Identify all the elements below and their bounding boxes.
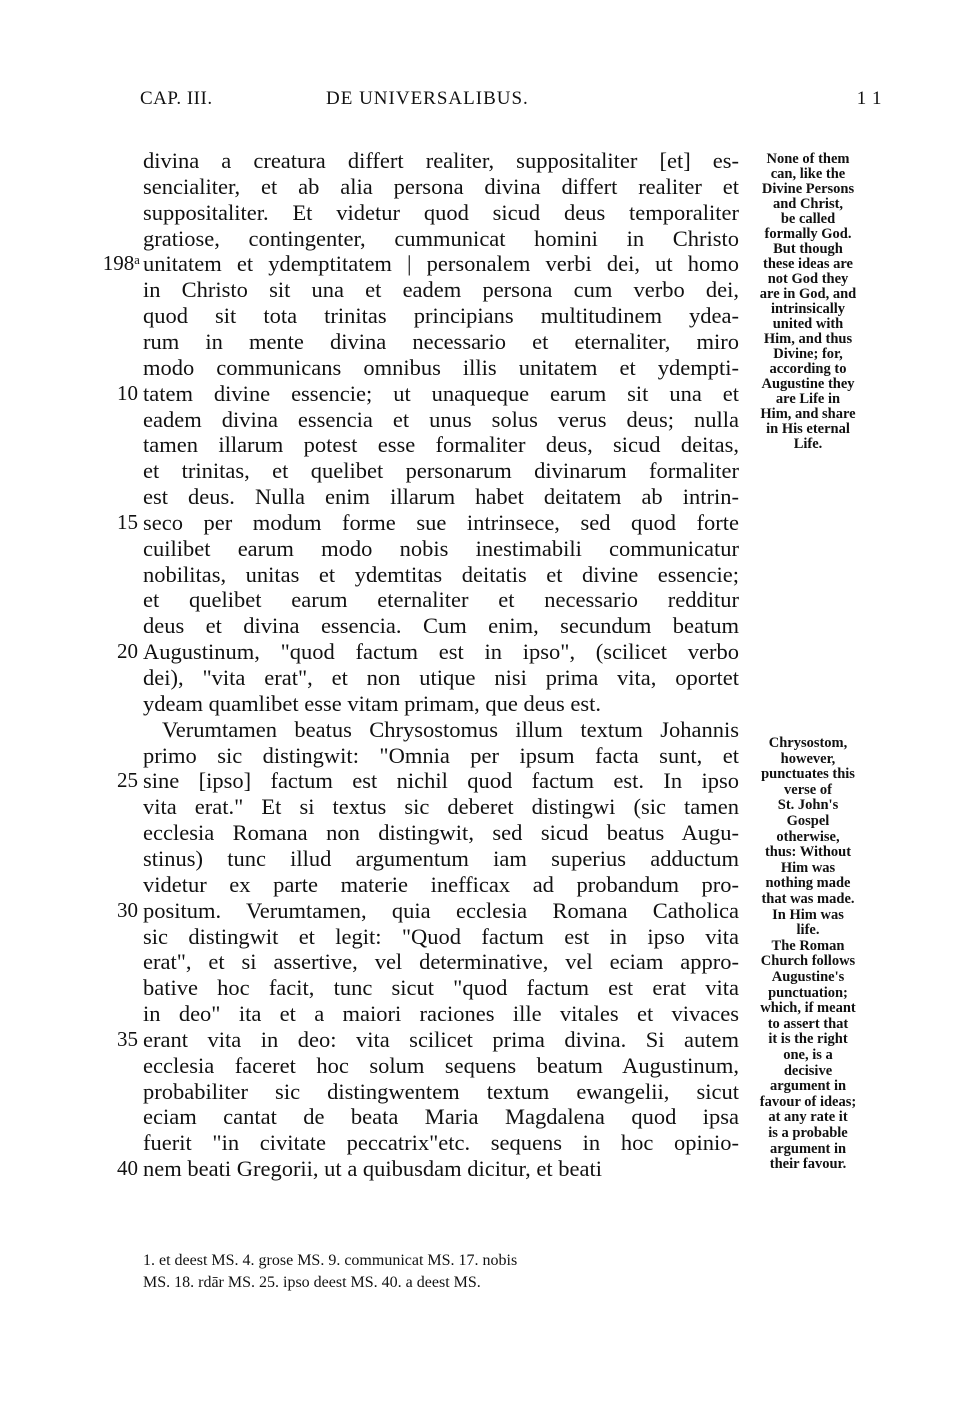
- side-note-line: Augustine's: [771, 969, 845, 985]
- side-note-line: otherwise,: [776, 828, 840, 845]
- line-text: bative hoc facit, tunc sicut "quod factum est erat vita: [143, 975, 739, 1001]
- line-text: dei), "vita erat", et non utique nisi prima vita, oportet: [143, 665, 739, 690]
- side-note-line: favour of ideas;: [759, 1093, 857, 1110]
- side-note-line: their favour.: [769, 1156, 847, 1173]
- side-note-line: it is the right: [768, 1031, 848, 1048]
- side-note-line: punctuation;: [768, 984, 848, 1001]
- line-text: modo communicans omnibus illis unitatem et ydempti-: [143, 354, 739, 380]
- text-line: [0, 664, 960, 691]
- line-number: 30: [117, 897, 138, 922]
- line-text: ecclesia faceret hoc solum sequens beatum Augustinum,: [143, 1052, 739, 1078]
- line-text: eadem divina essencia et unus solus verus deus; nulla: [143, 406, 739, 432]
- line-text: est deus. Nulla enim illarum habet deitatem ab intrin-: [143, 484, 739, 510]
- line-text: suppositaliter. Et videtur quod sicud deus temporaliter: [143, 199, 739, 225]
- side-note-line: St. John's: [777, 797, 839, 814]
- line-text: positum. Verumtamen, quia ecclesia Romana Catholica: [143, 897, 739, 923]
- line-number: 20: [117, 639, 138, 664]
- line-text: probabiliter sic distingwentem textum ewangelii, sicut: [143, 1078, 739, 1104]
- side-note-line: nothing made: [765, 875, 851, 892]
- footnote-line: MS. 18. rdār MS. 25. ipso deest MS. 40. a deest MS.: [143, 1274, 481, 1291]
- side-note-line: thus: Without: [764, 844, 852, 861]
- chapter-label: CAP. III.: [140, 88, 213, 109]
- side-note-line: argument in: [769, 1078, 847, 1095]
- side-note-line: one, is a: [783, 1047, 833, 1063]
- line-text: quod sit tota trinitas principians multitudinem ydea-: [143, 303, 739, 329]
- text-line: [0, 457, 960, 484]
- side-note-line: which, if meant: [760, 1000, 856, 1017]
- line-text: ydeam quamlibet esse vitam primam, que deus est.: [143, 690, 602, 716]
- side-note-line: to assert that: [767, 1015, 849, 1032]
- side-note-line: Augustine they: [761, 376, 855, 392]
- line-text: primo sic distingwit: "Omnia per ipsum facta sunt, et: [143, 742, 739, 768]
- side-note-line: are in God, and: [759, 286, 857, 302]
- side-note-line: can, like the: [770, 166, 846, 182]
- line-text: et quelibet earum eternaliter et necessario redditur: [143, 587, 739, 613]
- side-note-line: is a probable: [768, 1125, 848, 1141]
- line-text: tatem divine essencie; ut unaqueque earum sit una et: [143, 380, 739, 406]
- line-number: 198ᵃ: [102, 251, 140, 276]
- line-text: gratiose, contingenter, cummunicat homini in Christo: [143, 225, 739, 251]
- book-title: DE UNIVERSALIBUS.: [326, 88, 529, 109]
- side-note-line: Chrysostom,: [768, 735, 848, 751]
- line-text: fuerit "in civitate peccatrix"etc. sequens in hoc opinio-: [143, 1130, 739, 1156]
- side-note-line: Divine Persons: [761, 181, 855, 197]
- line-number: 15: [117, 509, 138, 534]
- side-note-line: formally God.: [764, 226, 852, 242]
- side-note-line: however,: [780, 750, 836, 767]
- side-note-line: argument in: [769, 1140, 847, 1157]
- side-note-line: life.: [796, 922, 820, 939]
- line-text: videtur ex parte materie inefficax ad probandum pro-: [143, 871, 739, 897]
- side-note-line: Life.: [793, 436, 823, 452]
- line-text: cuilibet earum modo nobis inestimabili communicatur: [143, 535, 739, 561]
- side-note-line: decisive: [783, 1062, 833, 1079]
- text-line: [0, 483, 960, 510]
- side-note-line: be called: [780, 211, 836, 227]
- text-line: [0, 638, 960, 665]
- line-text: seco per modum forme sue intrinsece, sed quod forte: [143, 509, 739, 535]
- side-note-line: Him, and share: [760, 406, 856, 422]
- line-text: sine [ipso] factum est nichil quod factum est. In ipso: [143, 768, 739, 794]
- line-text: sic distingwit et legit: "Quod factum est in ipso vita: [143, 923, 739, 949]
- side-note-line: at any rate it: [768, 1109, 848, 1126]
- line-text: erant vita in deo: vita scilicet prima divina. Si autem: [143, 1026, 739, 1052]
- line-text: unitatem et ydemptitatem | personalem verbi dei, ut homo: [143, 251, 739, 277]
- side-note-line: But though: [773, 241, 843, 257]
- side-note-line: Him was: [780, 859, 836, 876]
- line-number: 35: [117, 1026, 138, 1051]
- side-note-line: and Christ,: [772, 196, 844, 212]
- page-number: 1 1: [856, 88, 882, 109]
- side-note-line: in His eternal: [766, 421, 850, 437]
- side-note-line: united with: [772, 316, 844, 332]
- side-note-line: are Life in: [775, 391, 841, 407]
- text-line: [0, 586, 960, 613]
- line-text: nem beati Gregorii, ut a quibusdam dicitur, et beati: [143, 1156, 602, 1182]
- line-text: erat", et si assertive, vel determinative, vel eciam appro-: [143, 949, 739, 975]
- side-note-line: Him, and thus: [763, 331, 853, 347]
- line-number: 10: [117, 380, 138, 405]
- line-text: divina a creatura differt realiter, suppositaliter [et] es-: [143, 148, 739, 173]
- running-head: [140, 88, 882, 118]
- line-text: nobilitas, unitas et ydemtitas deitatis et divine essencie;: [143, 561, 739, 587]
- side-note-line: punctuates this: [761, 766, 855, 783]
- side-note-line: In Him was: [772, 906, 844, 923]
- footnote-line: 1. et deest MS. 4. grose MS. 9. communicat MS. 17. nobis: [143, 1252, 518, 1269]
- text-line: [0, 509, 960, 536]
- side-note-line: these ideas are: [763, 256, 853, 272]
- text-line: [0, 561, 960, 588]
- text-line: [0, 690, 960, 717]
- line-text: rum in mente divina necessario et eternaliter, miro: [143, 328, 739, 354]
- line-text: eciam cantat de beata Maria Magdalena quod ipsa: [143, 1104, 739, 1130]
- side-note-line: Divine; for,: [773, 346, 843, 362]
- line-text: tamen illarum potest esse formaliter deus, sicud deitas,: [143, 432, 739, 458]
- line-text: in Christo sit una et eadem persona cum verbo dei,: [143, 277, 739, 303]
- side-note-line: that was made.: [761, 891, 855, 907]
- side-note-line: not God they: [767, 271, 849, 287]
- side-note-line: Gospel: [786, 813, 830, 829]
- line-text: vita erat." Et si textus sic deberet distingwi (sic tamen: [143, 794, 739, 820]
- footnotes: [143, 1250, 763, 1294]
- line-text: ecclesia Romana non distingwit, sed sicud beatus Augu-: [143, 820, 739, 846]
- side-note-line: None of them: [766, 151, 850, 167]
- side-note-line: verse of: [784, 781, 832, 798]
- line-text: Augustinum, "quod factum est in ipso", (scilicet verbo: [143, 639, 739, 665]
- line-text: stinus) tunc illud argumentum iam superius adductum: [143, 845, 739, 871]
- line-text: et trinitas, et quelibet personarum divinarum formaliter: [143, 458, 739, 484]
- text-line: [0, 535, 960, 562]
- line-text: in deo" ita et a maiori raciones ille vitales et vivaces: [143, 1001, 739, 1027]
- line-text: sencialiter, et ab alia persona divina differt realiter et: [143, 173, 739, 199]
- side-note-line: The Roman: [771, 937, 845, 954]
- line-number: 40: [117, 1156, 138, 1181]
- text-line: [0, 612, 960, 639]
- side-note-line: Church follows: [760, 953, 856, 970]
- line-text: deus et divina essencia. Cum enim, secundum beatum: [143, 613, 739, 639]
- line-number: 25: [117, 768, 138, 793]
- line-text: Verumtamen beatus Chrysostomus illum textum Johannis: [162, 716, 739, 742]
- side-note-line: intrinsically: [770, 301, 846, 317]
- side-note-line: according to: [769, 361, 847, 377]
